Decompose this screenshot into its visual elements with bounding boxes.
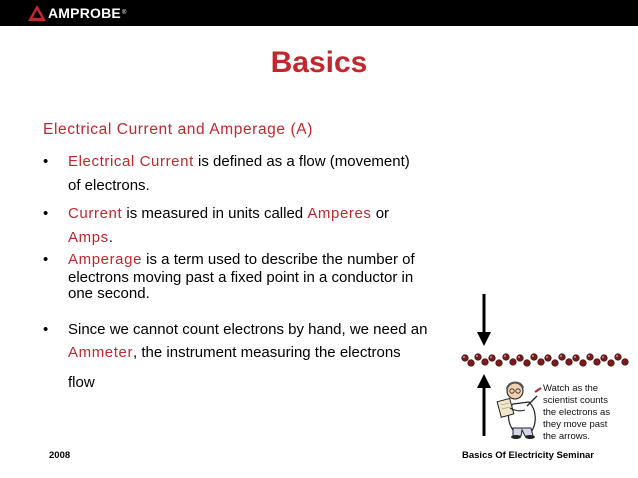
bullet-dot: • — [43, 251, 49, 268]
section-subtitle: Electrical Current and Amperage (A) — [43, 121, 313, 138]
term-amperes: Amperes — [307, 205, 372, 222]
term-amperage: Amperage — [68, 251, 143, 268]
bullet-text: one second. — [68, 285, 150, 302]
term-amps: Amps — [68, 229, 109, 246]
scientist-figure — [497, 382, 541, 439]
down-arrow-icon — [477, 294, 491, 346]
caption-line: Watch as the — [543, 383, 599, 394]
bullet-dot: • — [43, 153, 49, 170]
logo-mark: ® — [121, 10, 127, 16]
bullet-text: is measured in units called — [122, 205, 308, 222]
bullet-text: is a term used to describe the number of — [142, 251, 415, 268]
logo-text: AMPROBE — [48, 5, 121, 21]
bullet-text: flow — [68, 374, 95, 391]
bullet-text: electrons moving past a fixed point in a conductor in — [68, 269, 414, 286]
bullet-text: or — [371, 205, 390, 222]
up-arrow-icon — [477, 374, 491, 436]
term-electrical-current: Electrical Current — [68, 153, 194, 170]
bullet-amperage — [43, 250, 453, 310]
caption-line: the arrows. — [543, 431, 590, 442]
logo-triangle-icon — [28, 5, 46, 21]
bullet-text: Since we cannot count electrons by hand, we need an — [68, 321, 428, 338]
page-title: Basics — [270, 46, 368, 79]
term-current: Current — [68, 205, 123, 222]
caption-line: scientist counts — [543, 395, 608, 406]
caption-line: they move past — [543, 419, 608, 430]
top-bar — [0, 0, 638, 26]
bullet-text: is defined as a flow (movement) — [193, 153, 410, 170]
bullet-electrical-current — [43, 151, 453, 195]
bullet-text: of electrons. — [68, 177, 150, 194]
bullet-ammeter — [43, 319, 453, 394]
bullet-current — [43, 203, 453, 247]
illustration-caption — [543, 383, 610, 443]
term-ammeter: Ammeter — [68, 344, 134, 361]
electron-stream — [462, 354, 629, 367]
bullet-text: , the instrument measuring the electrons — [133, 344, 401, 361]
amprobe-logo — [28, 4, 126, 22]
footer-year: 2008 — [49, 450, 71, 461]
caption-line: the electrons as — [543, 407, 611, 418]
footer-title: Basics Of Electricity Seminar — [462, 450, 595, 461]
bullet-dot: • — [43, 205, 49, 222]
bullet-text: . — [108, 229, 113, 246]
bullet-dot: • — [43, 321, 49, 338]
